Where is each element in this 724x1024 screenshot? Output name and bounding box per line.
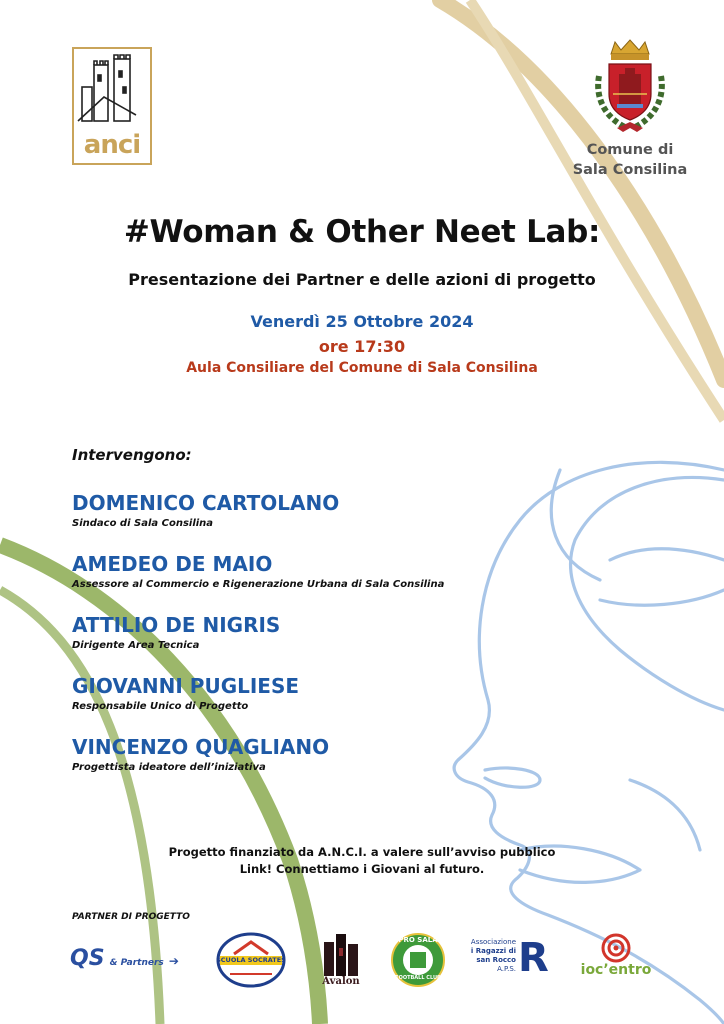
anci-logo: [72, 47, 152, 165]
ragazzi-san-rocco-logo: [466, 936, 556, 984]
speaker-item: [72, 612, 542, 673]
qs-partners-text: & Partners: [109, 958, 164, 968]
event-date: Venerdì 25 Ottobre 2024: [250, 312, 474, 331]
ragazzi-line1: Associazione: [470, 938, 516, 946]
iocentro-target-icon: [572, 932, 660, 964]
pro-sala-logo: [390, 932, 446, 988]
avalon-castle-icon: [318, 932, 364, 978]
iocentro-logo: [572, 932, 660, 990]
speaker-name: AMEDEO DE MAIO: [72, 552, 273, 576]
speakers-heading: Intervengono:: [72, 446, 192, 464]
comune-name-line2: Sala Consilina: [572, 162, 688, 178]
ragazzi-line4: A.P.S.: [497, 965, 516, 973]
partners-logos: [70, 930, 660, 994]
anci-wordmark: anci: [83, 130, 141, 160]
speaker-item: [72, 734, 542, 795]
qs-partners-logo: [70, 946, 190, 976]
ragazzi-line3: san Rocco: [476, 956, 516, 964]
speaker-name: ATTILIO DE NIGRIS: [72, 613, 281, 637]
event-title: #Woman & Other Neet Lab:: [123, 214, 601, 250]
ragazzi-line2: i Ragazzi di: [470, 947, 516, 955]
speaker-item: [72, 551, 542, 612]
avalon-logo: [318, 932, 364, 990]
speaker-item: [72, 673, 542, 734]
speaker-name: DOMENICO CARTOLANO: [72, 491, 340, 515]
event-subtitle: Presentazione dei Partner e delle azioni di progetto: [128, 270, 596, 289]
comune-logo: [572, 36, 688, 180]
pro-sala-top: PRO SALA: [398, 936, 438, 944]
speakers-list: [72, 490, 542, 795]
avalon-text: Avalon: [322, 976, 360, 987]
speaker-role: Progettista ideatore dell’iniziativa: [72, 762, 266, 773]
comune-name-line1: Comune di: [586, 142, 674, 158]
speaker-role: Dirigente Area Tecnica: [72, 640, 200, 651]
pro-sala-bottom: FOOTBALL CLUB: [395, 975, 441, 981]
scuola-socrates-logo: [216, 932, 286, 988]
event-place: Aula Consiliare del Comune di Sala Consilina: [186, 360, 538, 376]
speaker-name: VINCENZO QUAGLIANO: [72, 735, 330, 759]
anci-towers-icon: [74, 53, 150, 133]
funding-line-2: Link! Connettiamo i Giovani al futuro.: [239, 862, 485, 876]
ragazzi-r-mark: R: [518, 935, 549, 981]
partners-heading: PARTNER DI PROGETTO: [72, 912, 190, 922]
arrow-right-icon: ➔: [168, 954, 179, 968]
iocentro-text: ioc’entro: [580, 962, 652, 978]
qs-mark: QS: [70, 946, 105, 971]
speaker-role: Sindaco di Sala Consilina: [72, 518, 214, 529]
event-time: ore 17:30: [318, 337, 406, 356]
comune-crest-icon: [587, 36, 673, 136]
socrates-text: SCUOLA SOCRATES: [216, 956, 286, 964]
speaker-item: [72, 490, 542, 551]
speaker-role: Responsabile Unico di Progetto: [72, 701, 249, 712]
speaker-name: GIOVANNI PUGLIESE: [72, 674, 300, 698]
funding-line-1: Progetto finanziato da A.N.C.I. a valere sull’avviso pubblico: [168, 845, 556, 859]
speaker-role: Assessore al Commercio e Rigenerazione Urbana di Sala Consilina: [72, 579, 445, 590]
funding-note: [0, 844, 724, 878]
